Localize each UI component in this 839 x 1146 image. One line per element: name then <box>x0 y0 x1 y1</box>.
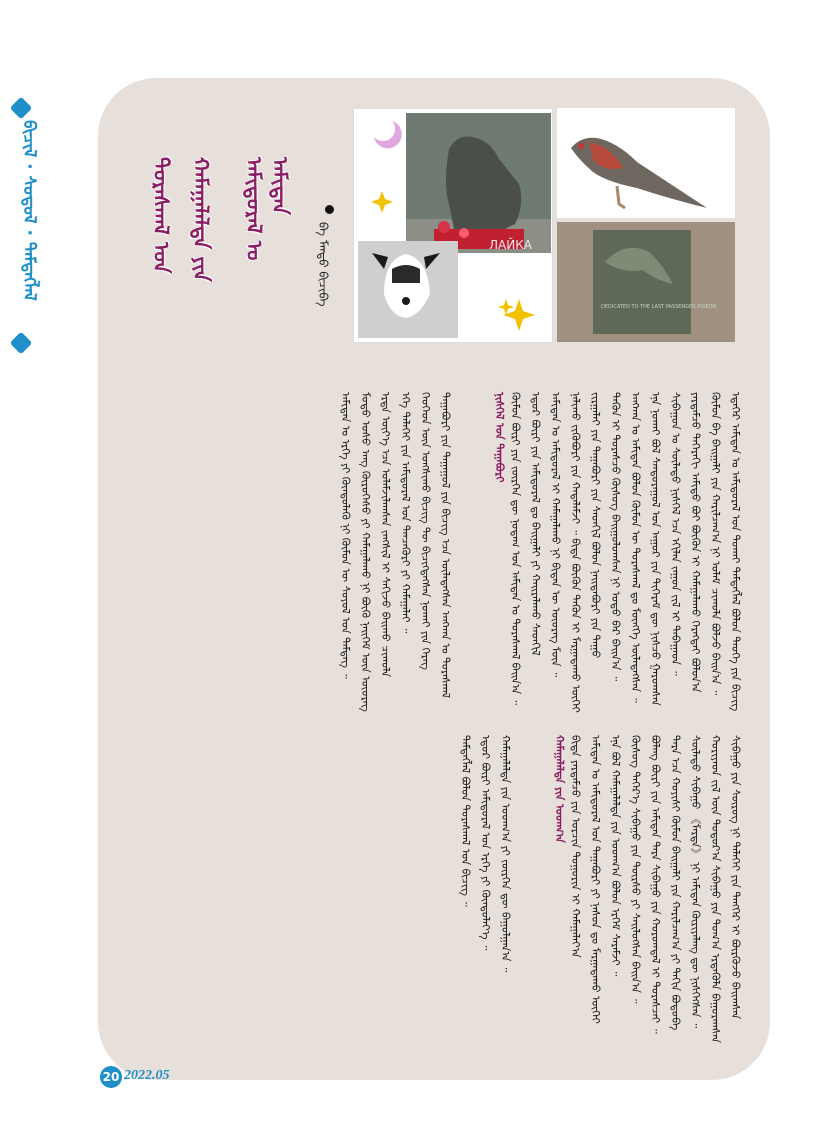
author-byline: ᠪᠠ ᠮᠡᠨᠳᠦ ᠪᠢᠴᠢᠪᠡ <box>316 222 330 307</box>
article-title-line-2: ᠠᠮᠢᠳᠤᠷᠠᠯ ᠤ <box>242 157 266 261</box>
right-text-col-2: ᠬᠤᠷᠢᠶᠠᠳ ᠵᠢᠯ ᠦᠨ ᠳᠣᠲᠣᠷ᠎ᠠ ᠰᠢᠪᠠᠭᠤ ᠶᠢᠨ ᠲᠣᠭ᠎ᠠ ᠡᠷᠲᠡᠭᠦᠯᠡ ᠪᠠᠭᠤᠷᠠᠭᠰᠠᠨ <box>709 735 722 1043</box>
upper-text-col-1: ᠡᠳᠡᠭᠡᠷ ᠠᠮᠢᠲᠠᠨ ᠤ ᠠᠮᠢᠳᠤᠷᠠᠯ ᠤᠨ ᠲᠤᠬᠠᠢ ᠲᠡᠮᠳᠡᠭᠯᠡᠯ ᠪᠣᠯᠤᠨ ᠲᠡᠦᠬᠡ ᠶᠢᠨ ᠪᠢᠴᠢᠭ <box>729 392 742 712</box>
upper-text-col-8: ᠵᠢᠷᠭᠠᠯᠠᠢ ᠶᠢᠨ ᠲᠠᠭᠠᠪᠤᠷᠢ ᠶᠢᠨ ᠰᠡᠳᠭᠢᠯ ᠪᠣᠯᠤᠨ ᠨᠠᠢᠳᠡᠪᠤᠷᠢ ᠶᠢᠨ ᠳᠠᠭᠤ <box>589 392 602 659</box>
right-text-col-1: ᠰᠢᠪᠠᠭᠤ ᠶᠢᠨ ᠰᠦᠷᠦᠭ ᠨᠢ ᠳᠡᠯᠡᠬᠡᠢ ᠶᠢᠨ ᠲᠡᠩᠭᠡᠷ ᠢ ᠪᠦᠷᠬᠦᠵᠦ ᠪᠠᠢᠭᠰᠠᠨ <box>729 735 742 1020</box>
laika-collage <box>353 108 553 343</box>
right-text-col-10: ᠬᠠᠮᠠᠭᠠᠯᠠᠯᠲᠠ ᠶᠢᠨ ᠤᠳᠬ᠎ᠠ ᠶᠢ ᠵᠦᠷᠬᠡᠨ ᠳᠦ ᠪᠠᠭᠤᠯᠭᠠᠨ᠎ᠠ ᠃ <box>499 735 512 973</box>
lower-text-col-2: ᠬᠡᠦᠬᠡᠳ ᠦᠨ ᠤᠩᠰᠢᠬᠤ ᠪᠢᠴᠢᠭ ᠲᠦ ᠪᠢᠴᠢᠭᠳᠡᠭᠰᠡᠨ ᠨᠣᠬᠠᠢ ᠶᠢᠨ ᠬᠡᠷᠡᠭ <box>419 392 432 670</box>
upper-text-col-3: ᠶᠡᠷᠲᠡᠮᠴᠦ ᠳᠡᠭᠡᠷᠡᠬᠢ ᠠᠮᠢᠳᠤ ᠪᠤᠢ ᠪᠦᠬᠦᠨ ᠢ ᠬᠠᠮᠠᠭᠠᠯᠠᠬᠤ ᠬᠡᠷᠡᠭᠲᠡᠢ ᠪᠣᠯᠤᠨ᠎ᠠ <box>689 392 702 693</box>
right-text-col-5: ᠪᠤᠯᠠᠩ ᠪᠦᠷᠢ ᠶᠢᠨ ᠠᠮᠢᠲᠠᠨ ᠲᠡᠷᠡ ᠰᠢᠪᠠᠭᠤ ᠶᠢᠨ ᠬᠣᠷᠤᠭᠳᠠᠯ ᠢ ᠳᠤᠷᠠᠰᠴᠠᠢ ᠃ <box>649 735 662 1034</box>
upper-text-col-12: ᠬᠦᠮᠦᠨ ᠪᠦᠷᠢ ᠶᠢᠨ ᠵᠦᠷᠬᠡᠨ ᠳᠦ ᠨᠤᠲᠠᠭ ᠤᠨ ᠠᠮᠢᠲᠠᠨ ᠤ ᠳᠤᠷᠠᠰᠬᠠᠯ ᠪᠠᠢᠨ᠎ᠠ ᠃ <box>509 392 522 705</box>
plaque-inscription: DEDICATED TO THE LAST PASSENGER PIGEON <box>601 304 717 310</box>
upper-text-col-10: ᠠᠮᠢᠲᠠᠨ ᠤ ᠠᠮᠢᠳᠤᠷᠠᠯ ᠢ ᠬᠠᠮᠠᠭᠠᠯᠠᠬᠤ ᠨᠢ ᠪᠢᠳᠡᠨ ᠦ ᠦᠦᠷᠡᠭ ᠮᠥᠨ ᠃ <box>549 392 562 678</box>
issue-date: 2022.05 <box>124 1068 170 1083</box>
statue-plaque-text: ЛАЙКА <box>489 238 532 252</box>
article-title-line-4: ᠳᠤᠷᠠᠰᠬᠠᠯ ᠤᠨ <box>149 157 173 274</box>
pigeon-photo <box>557 108 735 218</box>
lower-text-col-3: ᠡᠬᠡ ᠳᠡᠯᠡᠬᠡᠢ ᠶᠢᠨ ᠠᠮᠢᠳᠤᠷᠠᠯ ᠤᠨ ᠲᠡᠨᠴᠡᠭᠦᠷᠢ ᠶᠢ ᠬᠠᠮᠠᠭᠠᠯᠠᠶ ᠃ <box>399 392 412 634</box>
right-text-col-3: ᠰᠦᠯᠡᠳᠦ ᠰᠢᠪᠠᠭᠤ 《ᠮᠠᠷᠲᠠ》 ᠨᠢ ᠠᠮᠢᠲᠠᠨ ᠬᠦᠷᠢᠶᠡᠯᠡᠩ ᠳᠦ ᠨᠢᠰᠬᠡᠭᠰᠡᠨ ᠃ <box>689 735 702 1029</box>
right-text-col-6: ᠬᠥᠰᠥᠭ ᠳᠡᠭᠡᠷ᠎ᠡ ᠰᠢᠪᠠᠭᠤ ᠶᠢᠨ ᠳᠦᠷᠰᠦ ᠶᠢ ᠰᠡᠢᠯᠦᠭᠰᠡᠨ ᠪᠠᠢᠨ᠎ᠠ ᠃ <box>629 735 642 1004</box>
upper-text-col-6: ᠠᠩᠬᠠᠨ ᠤ ᠠᠮᠢᠲᠠᠨ ᠪᠣᠯᠤᠨ ᠬᠦᠮᠦᠨ ᠦ ᠳᠤᠷᠠᠰᠬᠠᠯ ᠳᠤ ᠮᠥᠩᠬᠡ ᠦᠯᠡᠳᠡᠭᠰᠡᠨ ᠃ <box>629 392 642 703</box>
lower-text-col-4: ᠡᠷᠲᠡ ᠦᠶ᠎ᠡ ᠡᠴᠡ ᠤᠯᠠᠮᠵᠢᠯᠠᠭᠰᠠᠨ ᠵᠠᠩᠰᠢᠯ ᠢ ᠰᠠᠬᠢᠵᠤ ᠪᠠᠢᠬᠤ ᠴᠢᠬᠤᠯᠠ <box>379 392 392 678</box>
author-bullet-icon <box>325 205 334 214</box>
right-text-col-11: ᠡᠳᠦᠷ ᠪᠦᠷᠢ ᠠᠮᠢᠳᠤᠷᠠᠯ ᠤᠨ ᠡᠷᠬᠡ ᠶᠢ ᠬᠦᠨᠳᠦᠯᠡᠶ᠎ᠡ ᠃ <box>479 735 492 951</box>
right-text-col-8: ᠠᠮᠢᠲᠠᠨ ᠤ ᠠᠮᠢᠳᠤᠷᠠᠯ ᠤᠨ ᠲᠠᠭᠠᠪᠤᠷᠢ ᠶᠢ ᠨᠠᠰᠤᠨ ᠳᠤ ᠮᠠᠷᠭᠠᠳᠠᠬᠤ ᠦᠭᠡᠢ <box>589 735 602 1024</box>
right-text-col-7: ᠡᠨᠡ ᠪᠣᠯ ᠬᠠᠮᠠᠭᠠᠯᠠᠯᠲᠠ ᠶᠢᠨ ᠤᠳᠬ᠎ᠠ ᠪᠣᠯᠤᠨ ᠡᠷᠬᠡᠮ ᠰᠡᠷᠡᠮᠵᠢ ᠃ <box>609 735 622 977</box>
article-title-line-1: ᠠᠮᠢᠲᠠᠨ <box>268 157 292 215</box>
upper-text-col-9: ᠨᠠᠯᠢᠬᠤ ᠵᠢᠭᠦᠪᠦᠷᠢ ᠶᠢᠨ ᠬᠠᠳᠠᠯᠠᠮᠵᠢ ᠃ ᠪᠢᠳᠡ ᠪᠦᠬᠦᠨ ᠲᠡᠭᠦᠨ ᠢ ᠮᠠᠷᠭᠠᠳᠠᠬᠤ ᠦᠭᠡᠢ <box>569 392 582 713</box>
article-title-line-3: ᠬᠠᠮᠠᠭᠠᠯᠠᠯᠲᠠ ᠶᠢᠨ <box>189 157 213 282</box>
section-label: ᠪᠢᠴᠢᠯ · ᠰᠤᠳᠤᠯ · ᠲᠡᠮᠳᠡᠭᠯᠡᠯ <box>19 120 39 301</box>
lower-text-col-6: ᠠᠮᠢᠲᠠᠨ ᠤ ᠡᠷᠬᠡ ᠶᠢ ᠬᠦᠨᠳᠦᠯᠡᠬᠦ ᠨᠢ ᠬᠦᠮᠦᠨ ᠦ ᠰᠣᠶᠣᠯ ᠤᠨ ᠲᠡᠮᠳᠡᠭ ᠃ <box>339 392 352 679</box>
upper-text-col-5: ᠡᠨᠡ ᠨᠣᠬᠠᠢ ᠪᠣᠯ ᠰᠠᠨᠳᠤᠷᠠᠭᠤᠯ ᠤᠨ ᠠᠭᠤᠷ ᠶᠢᠨ ᠲᠢᠭᠡᠷᠡᠮ ᠳᠦ ᠨᠢᠰᠴᠤ ᠭᠠᠷᠤᠭᠰᠠᠨ <box>649 392 662 706</box>
section-heading-1: ᠨᠢᠰᠬᠡᠯ ᠤᠨ ᠲᠠᠭᠠᠪᠤᠷᠢ <box>493 392 506 483</box>
right-text-col-4: ᠲᠡᠷᠡ ᠡᠴᠡ ᠬᠣᠶᠢᠰᠢ ᠬᠦᠮᠦᠨ ᠪᠠᠢᠭᠠᠯᠢ ᠶᠢᠨ ᠬᠠᠷᠢᠯᠴᠠᠭ᠎ᠠ ᠶᠢ ᠳᠠᠬᠢᠨ ᠪᠣᠳᠤᠪᠠ <box>669 735 682 1031</box>
lower-text-col-1: ᠲᠠᠭᠠᠪᠤᠷᠢ ᠶᠢᠨ ᠲᠠᠭᠠᠭᠤᠯ ᠶᠢᠨ ᠪᠢᠴᠢᠭ ᠡᠴᠡ ᠦᠯᠡᠳᠡᠭᠰᠡᠨ ᠠᠩᠬᠠᠨ ᠤ ᠳᠤᠷᠠᠰᠬᠠᠯ <box>439 392 452 698</box>
page-number: 20 <box>100 1066 122 1088</box>
upper-text-col-7: ᠲᠡᠭᠦᠨ ᠢ ᠳᠤᠷᠠᠰᠴᠤ ᠬᠥᠰᠥᠭ ᠪᠠᠢᠭᠤᠯᠤᠭᠰᠠᠨ ᠨᠢ ᠣᠳᠣ ᠪᠡᠷ ᠪᠠᠢᠨ᠎ᠠ ᠃ <box>609 392 622 682</box>
right-text-col-9: ᠪᠢᠳᠡ ᠶᠡᠷᠲᠡᠮᠴᠦ ᠶᠢᠨ ᠣᠷᠴᠢᠨ ᠲᠣᠭᠣᠷᠢᠨ ᠢ ᠬᠠᠮᠠᠭᠠᠯᠠᠶ᠎ᠠ <box>569 735 582 958</box>
pigeon-memorial-plaque <box>557 222 735 342</box>
upper-text-col-11: ᠡᠳᠦᠷ ᠪᠦᠷᠢ ᠶᠢᠨ ᠠᠮᠢᠳᠤᠷᠠᠯ ᠳᠤ ᠪᠠᠢᠭᠠᠯᠢ ᠶᠢ ᠬᠠᠢᠷᠠᠯᠠᠬᠤ ᠰᠡᠳᠬᠢᠯ <box>529 392 542 656</box>
lower-text-col-5: ᠮᠣᠳᠣ ᠤᠰᠤ ᠠᠩ ᠭᠦᠷᠦᠭᠡᠰᠦ ᠶᠢ ᠬᠠᠮᠠᠭᠠᠯᠠᠬᠤ ᠨᠢ ᠪᠦᠬᠦ ᠨᠡᠢᠭᠡᠮ ᠦᠨ ᠦᠦᠷᠡᠭ <box>359 392 372 712</box>
section-heading-2: ᠬᠠᠮᠠᠭᠠᠯᠠᠯᠲᠠ ᠶᠢᠨ ᠤᠳᠬ᠎ᠠ <box>553 735 566 843</box>
right-text-col-12: ᠲᠡᠮᠳᠡᠭᠯᠡᠯ ᠪᠣᠯᠤᠨ ᠳᠤᠷᠠᠰᠬᠠᠯ ᠤᠨ ᠪᠢᠴᠢᠭ ᠃ <box>459 735 472 907</box>
upper-text-col-2: ᠬᠦᠮᠦᠨ ᠪᠠ ᠪᠠᠢᠭᠠᠯᠢ ᠶᠢᠨ ᠬᠠᠷᠢᠯᠴᠠᠭ᠎ᠠ ᠨᠢ ᠤᠯᠠᠮ ᠴᠢᠬᠤᠯᠠ ᠪᠣᠯᠵᠤ ᠪᠠᠢᠨ᠎ᠠ ᠃ <box>709 392 722 696</box>
upper-text-col-4: ᠰᠢᠪᠠᠭᠤᠨ ᠤ ᠰᠦᠯᠡᠳᠦ ᠨᠢᠰᠬᠡᠯ ᠡᠴᠡ ᠡᠬᠢᠯᠡᠨ ᠵᠠᠭᠤᠨ ᠵᠢᠯ ᠢ ᠳᠠᠪᠠᠭᠠᠳ ᠃ <box>669 392 682 676</box>
